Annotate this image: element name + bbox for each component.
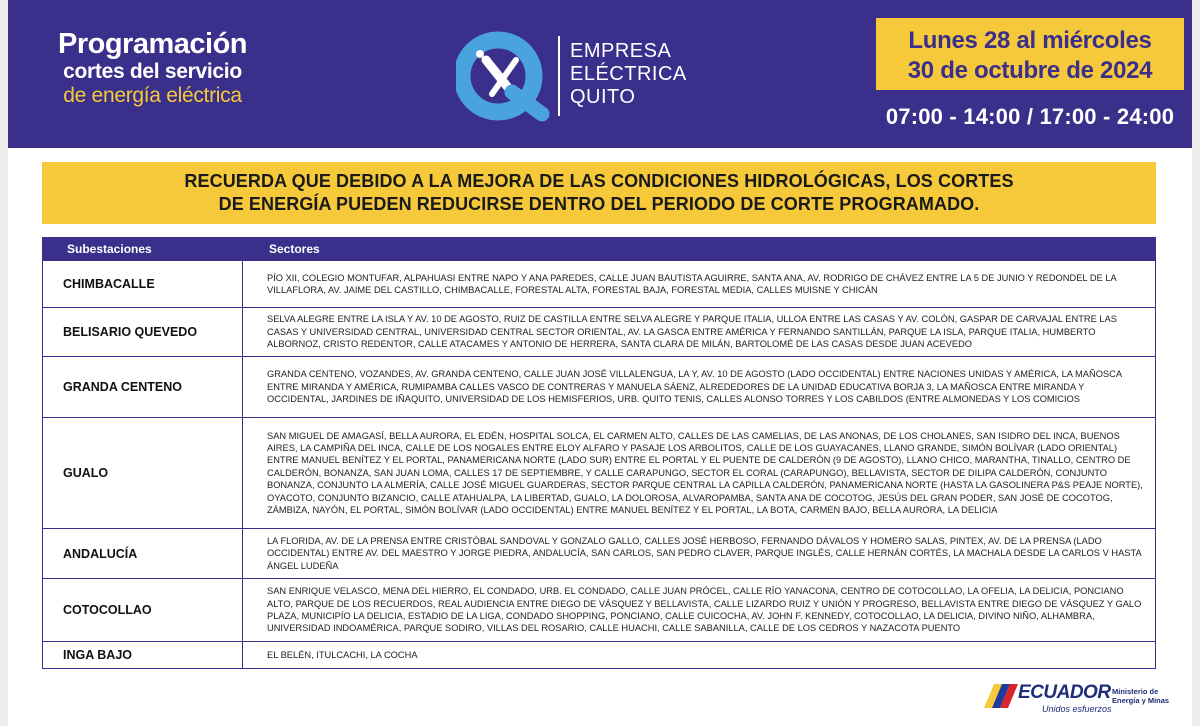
table-row — [43, 641, 1155, 668]
header — [8, 0, 1192, 148]
brand-line-1: EMPRESA — [570, 40, 672, 62]
ministry-line-1: Ministerio de — [1112, 687, 1159, 696]
substation-cell: CHIMBACALLE — [43, 261, 243, 307]
country-name: ECUADOR — [1018, 682, 1111, 703]
date-line-1: Lunes 28 al miércoles — [908, 27, 1152, 54]
sectors-cell: PÍO XII, COLEGIO MONTUFAR, ALPAHUASI ENTRE NAPO Y ANA PAREDES, CALLE JUAN BAUTISTA AGUIRRE, SANTA ANA, AV. RODRIGO DE CHÁVEZ ENTRE LA 5 DE JUNIO Y REDONDEL DE LA VILLAFLORA, AV. JAIME DEL CASTILLO, CHIMBACALLE, FORESTAL ALTA, FORESTAL BAJA, FORESTAL MEDIA, CALLES MUISNE Y CHICÁN — [267, 272, 1117, 295]
date-range-box — [876, 18, 1184, 90]
header-substations: Subestaciones — [67, 242, 152, 256]
sectors-cell: GRANDA CENTENO, VOZANDES, AV. GRANDA CENTENO, CALLE JUAN JOSÉ VILLALENGUA, LA Y, AV. 10 DE AGOSTO (LADO OCCIDENTAL) ENTRE NACIONES UNIDAS Y AMÉRICA, LA MAÑOSCA ENTRE MIRANDA Y AMÉRICA, RUMIPAMBA CALLES VASCO DE CONTRERAS Y MANUELA SÁENZ, ALREDEDORES DE LA UNIDAD EDUCATIVA BORJA 3, LA MAÑOSCA ENTRE MIRANDA Y OCCIDENTAL, JARDINES DE IÑAQUITO, UNIVERSIDAD DE LOS HEMISFERIOS, URB. QUITO TENIS, CALLES ALONSO TORRES Y LOS CABILDOS (ENTRE ALMONEDAS Y LOS COMICIOS — [267, 369, 1122, 405]
country-tagline: Unidos esfuerzos — [1042, 704, 1112, 714]
sectors-cell: LA FLORIDA, AV. DE LA PRENSA ENTRE CRISTÓBAL SANDOVAL Y GONZALO GALLO, CALLES JOSÉ HERBOSO, FERNANDO DÁVALOS Y HOMERO SALAS, PINTEX, AV. DE LA PRENSA (LADO OCCIDENTAL) ENTRE AV. DEL MAESTRO Y JORGE PIEDRA, ANDALUCÍA, SAN CARLOS, SAN PEDRO CLAVER, PARQUE INGLÉS, CALLE HERNÁN CORTÉS, LA MACHALA DESDE LA CARLOS V HASTA ÁNGEL LUDEÑA — [267, 535, 1142, 571]
notice-line-1: RECUERDA QUE DEBIDO A LA MEJORA DE LAS CONDICIONES HIDROLÓGICAS, LOS CORTES — [184, 171, 1014, 191]
substation-cell: ANDALUCÍA — [43, 529, 243, 578]
sectors-cell: EL BELÉN, ITULCACHI, LA COCHA — [267, 649, 418, 660]
ministry-line-2: Energía y Minas — [1112, 696, 1170, 705]
title-line-1: Programación — [58, 28, 247, 60]
ministry-name — [1112, 687, 1169, 705]
table-row — [43, 260, 1155, 307]
government-logo — [984, 682, 1174, 716]
eeq-logo-icon — [456, 30, 556, 122]
sectors-cell: SELVA ALEGRE ENTRE LA ISLA Y AV. 10 DE AGOSTO, RUIZ DE CASTILLA ENTRE SELVA ALEGRE Y PARQUE ITALIA, ULLOA ENTRE LAS CASAS Y AV. COLÓN, GASPAR DE CARVAJAL ENTRE LAS CASAS Y UNIVERSIDAD CENTRAL, UNIVERSIDAD CENTRAL SECTOR ORIENTAL, AV. LA GASCA ENTRE AMÉRICA Y FERNANDO SANTILLÁN, PARQUE LA ISLA, PARQUE ITALIA, HUMBERTO ALBORNOZ, CRISTO REDENTOR, CALLE ATACAMES Y ANTONIO DE HERRERA, SANTA CLARA DE MILÁN, BARTOLOMÉ DE LAS CASAS DESDE JUAN ACEVEDO — [267, 314, 1117, 350]
table-row — [43, 356, 1155, 417]
brand-line-3: QUITO — [570, 86, 636, 108]
brand-divider — [558, 36, 560, 116]
ecuador-flag-icon — [984, 684, 1020, 708]
substation-cell: BELISARIO QUEVEDO — [43, 308, 243, 356]
table-row — [43, 528, 1155, 578]
substation-cell: GUALO — [43, 418, 243, 528]
title-line-3: de energía eléctrica — [63, 84, 242, 107]
table-row — [43, 578, 1155, 641]
substation-cell: COTOCOLLAO — [43, 579, 243, 641]
brand-name — [570, 40, 687, 109]
substation-cell: INGA BAJO — [43, 642, 243, 668]
page — [8, 0, 1192, 726]
notice-line-2: DE ENERGÍA PUEDEN REDUCIRSE DENTRO DEL PERIODO DE CORTE PROGRAMADO. — [218, 194, 980, 214]
title-line-2: cortes del servicio — [63, 60, 242, 83]
brand-line-2: ELÉCTRICA — [570, 63, 687, 85]
sectors-cell: SAN MIGUEL DE AMAGASÍ, BELLA AURORA, EL EDÉN, HOSPITAL SOLCA, EL CARMEN ALTO, CALLES DE LAS CAMELIAS, DE LAS ANONAS, DE LOS CHOLANES, SAN ISIDRO DEL INCA, BUENOS AIRES, LA CAMPIÑA DEL INCA, CALLE DE LOS NOGALES ENTRE ELOY ALFARO Y PASAJE LOS ARBOLITOS, CALLE DE LOS GUAYACANES, LLANO GRANDE, SIMÓN BOLÍVAR (LADO ORIENTAL) ENTRE MANUEL BENÍTEZ Y EL PORTAL, PANAMERICANA NORTE (LADO SUR) ENTRE EL PORTAL Y EL PUENTE DE CALDERÓN (9 DE AGOSTO), LLANO CHICO, MARANTHA, TINALLO, CENTRO DE CALDERÓN, BONANZA, SAN JUAN LOMA, CALLES 17 DE SEPTIEMBRE, Y CALLE CARAPUNGO, SECTOR EL CORAL (CARAPUNGO), BELLAVISTA, SECTOR DE DILIPA CALDERÓN, CONJUNTO BONANZA, CONJUNTO LA ALMERÍA, CALLE JOSÉ MIGUEL GUARDERAS, SECTOR PARQUE CENTRAL LA CAPILLA CALDERÓN, PANAMERICANA NORTE (HASTA LA GASOLINERA P&S PEAJE NORTE), OYACOTO, CONJUNTO BIZANCIO, CALLE ATAHUALPA, LA LIBERTAD, GUALO, LA DOLOROSA, ALVAROPAMBA, SANTA ANA DE COCOTOG, JESÚS DEL GRAN PODER, SAN JOSÉ DE COCOTOG, ZÁMBIZA, NAYÓN, EL PORTAL, SIMÓN BOLÍVAR (LADO OCCIDENTAL) ENTRE MANUEL BENÍTEZ Y EL PORTAL, LA BOTA, CARMEN BAJO, BELLA AURORA, LA DELICIA — [267, 430, 1143, 516]
substation-cell: GRANDA CENTENO — [43, 357, 243, 417]
date-line-2: 30 de octubre de 2024 — [907, 57, 1153, 84]
outage-hours: 07:00 - 14:00 / 17:00 - 24:00 — [885, 104, 1175, 129]
header-sectors: Sectores — [269, 242, 320, 256]
notice-banner — [42, 162, 1156, 224]
page-title — [58, 28, 247, 108]
table-row — [43, 307, 1155, 356]
schedule-table — [42, 237, 1156, 669]
sectors-cell: SAN ENRIQUE VELASCO, MENA DEL HIERRO, EL CONDADO, URB. EL CONDADO, CALLE JUAN PRÓCEL, CALLE RÍO YANACONA, CENTRO DE COTOCOLLAO, LA OFELIA, LA DELICIA, PONCIANO ALTO, PARQUE DE LOS RECUERDOS, REAL AUDIENCIA ENTRE DIEGO DE VÁSQUEZ Y BELLAVISTA, CALLE LIZARDO RUIZ Y UNIÓN Y PROGRESO, BELLAVISTA ENTRE DIEGO DE VÁSQUEZ Y GALO PLAZA, MUNICIPÍO LA DELICIA, ESTADIO DE LA LIGA, CONDADO SHOPPING, PONCIANO, CALLE CUICOCHA, AV. JOHN F. KENNEDY, COTOCOLLAO, LA DELICIA, DIVINO NIÑO, ALHAMBRA, UNIVERSIDAD INDOAMÉRICA, PARQUE SODIRO, VILLAS DEL ROSARIO, CALLE HUACHI, CALLE SABANILLA, CALLE DE LOS CEDROS Y NAZACOTA PUENTO — [267, 586, 1142, 634]
table-row — [43, 417, 1155, 528]
table-header — [43, 238, 1155, 260]
